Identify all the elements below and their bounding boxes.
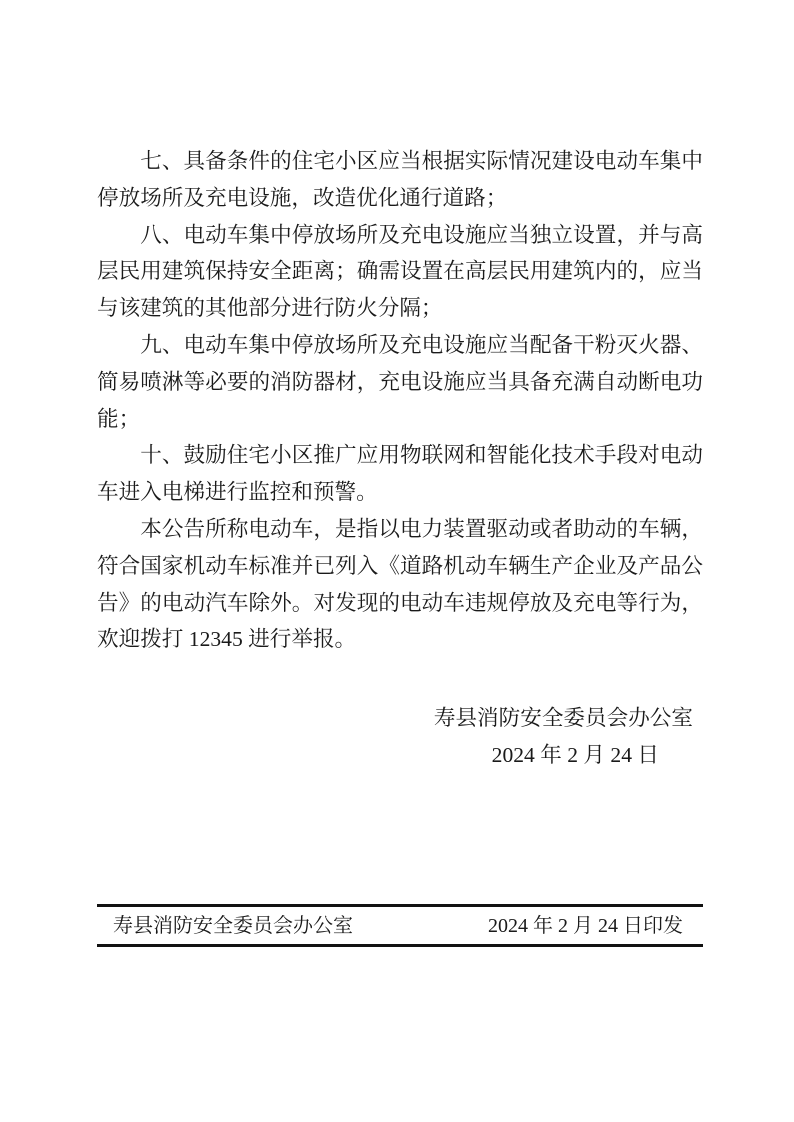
body-paragraph-8: 八、电动车集中停放场所及充电设施应当独立设置，并与高层民用建筑保持安全距离；确需设置在高层民用建筑内的，应当与该建筑的其他部分进行防火分隔；: [97, 222, 703, 321]
footer-bottom-rule: [97, 944, 703, 947]
body-paragraph-definition: 本公告所称电动车，是指以电力装置驱动或者助动的车辆，符合国家机动车标准并已列入《道路机动车辆生产企业及产品公告》的电动汽车除外。对发现的电动车违规停放及充电等行为，欢迎拨打 12345 进行举报。: [97, 516, 703, 652]
footer-issuing-office: 寿县消防安全委员会办公室: [113, 914, 353, 937]
colophon-row: [97, 907, 703, 944]
footer-issue-date: 2024 年 2 月 24 日印发: [488, 914, 683, 937]
signature-date: 2024 年 2 月 24 日: [491, 742, 659, 767]
signature-office: 寿县消防安全委员会办公室: [433, 706, 693, 731]
signature-block: [97, 700, 703, 774]
body-paragraph-9: 九、电动车集中停放场所及充电设施应当配备干粉灭火器、简易喷淋等必要的消防器材，充电设施应当具备充满自动断电功能；: [97, 332, 703, 431]
colophon-footer: [97, 904, 703, 947]
body-paragraph-7: 七、具备条件的住宅小区应当根据实际情况建设电动车集中停放场所及充电设施，改造优化通行道路；: [97, 149, 703, 210]
document-body: [97, 143, 703, 774]
body-paragraph-10: 十、鼓励住宅小区推广应用物联网和智能化技术手段对电动车进入电梯进行监控和预警。: [97, 443, 703, 505]
